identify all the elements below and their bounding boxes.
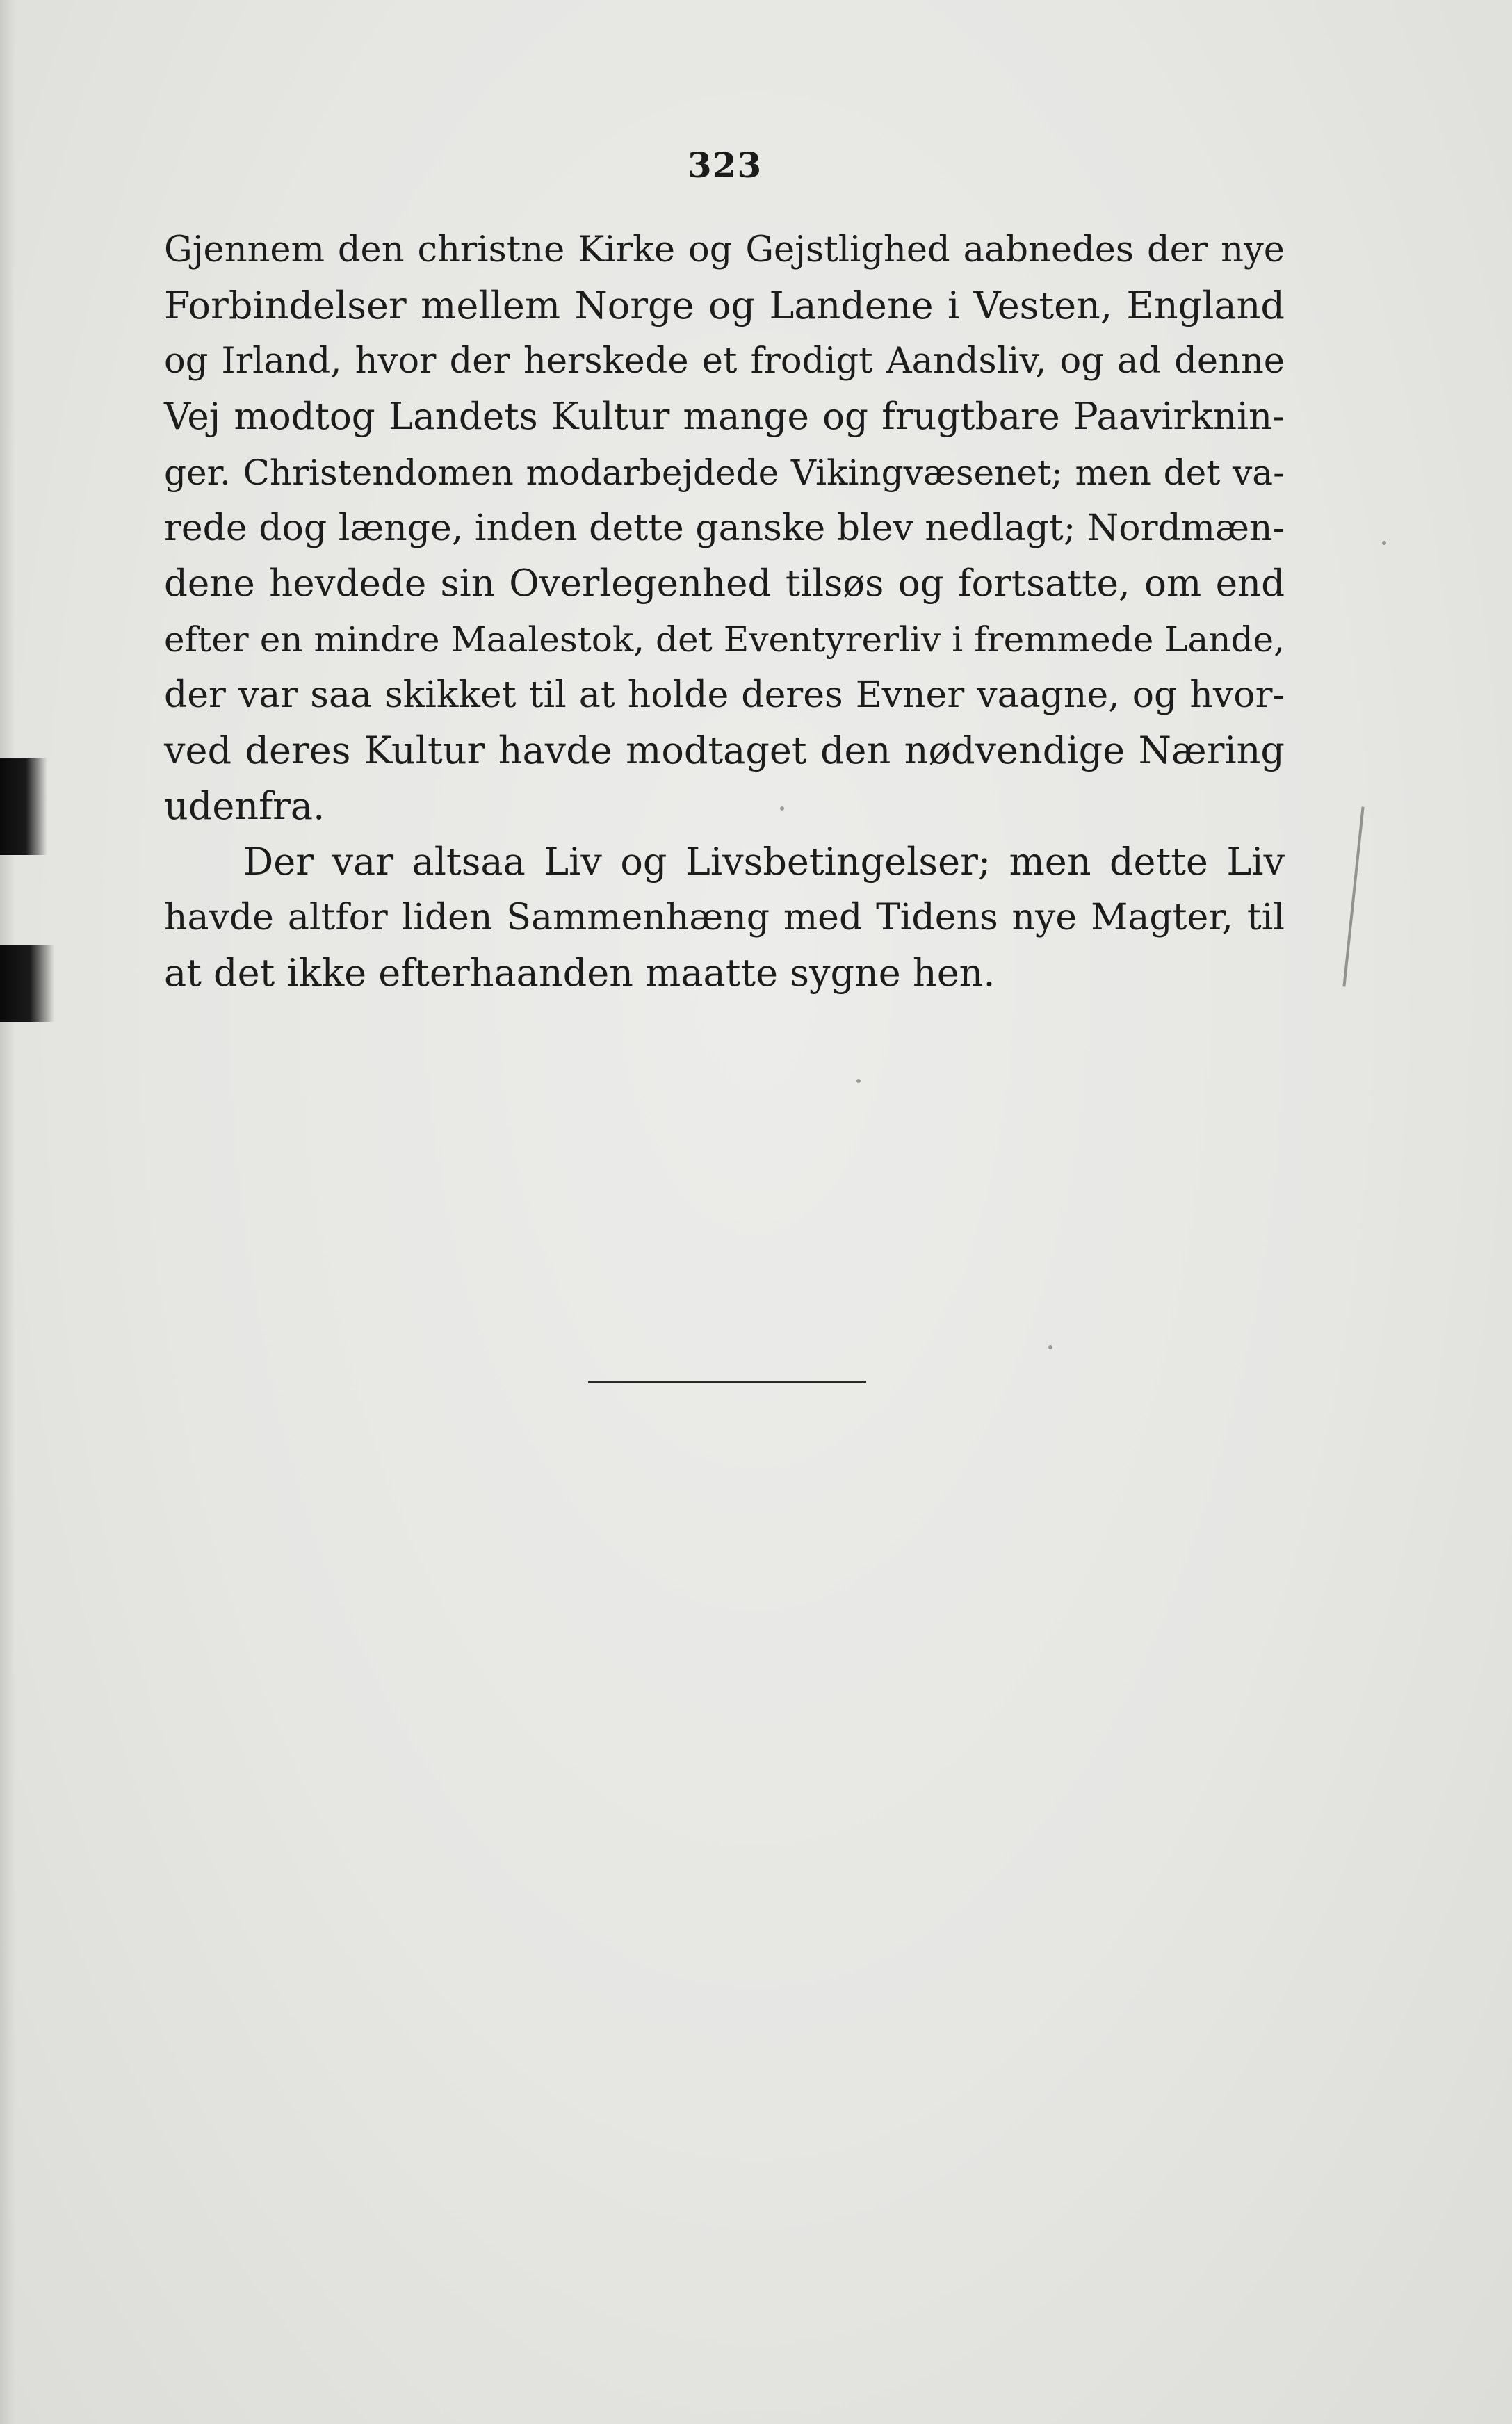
body-text: [164, 222, 1285, 1001]
page-number: 323: [687, 145, 763, 186]
text-line: rede dog længe, inden dette ganske blev nedlagt; Nordmæn-: [164, 507, 1285, 549]
text-line: Der var altsaa Liv og Livsbetingelser; men dette Liv: [243, 840, 1285, 884]
text-line: udenfra.: [164, 784, 325, 828]
text-line: ger. Christendomen modarbejdede Vikingvæsenet; men det va-: [164, 453, 1285, 493]
pencil-mark: [1342, 807, 1364, 987]
paper-speck: [1382, 541, 1386, 545]
text-line: der var saa skikket til at holde deres Evner vaagne, og hvor-: [164, 674, 1285, 716]
binding-mark-top: [0, 758, 47, 855]
text-line: dene hevdede sin Overlegenhed tilsøs og fortsatte, om end: [164, 562, 1285, 605]
paragraph-1: [164, 222, 1285, 834]
paper-speck: [780, 806, 784, 811]
text-line: Forbindelser mellem Norge og Landene i Vesten, England: [164, 284, 1285, 327]
text-line: efter en mindre Maalestok, det Eventyrerliv i fremmede Lande,: [164, 619, 1285, 660]
text-line: og Irland, hvor der herskede et frodigt Aandsliv, og ad denne: [164, 341, 1285, 382]
text-line: Gjennem den christne Kirke og Gejstlighed aabnedes der nye: [164, 229, 1285, 270]
paper-speck: [1048, 1345, 1052, 1349]
text-line: ved deres Kultur havde modtaget den nødvendige Næring: [164, 729, 1285, 772]
paper-speck: [856, 1079, 861, 1083]
section-end-rule: [588, 1381, 866, 1383]
text-line: at det ikke efterhaanden maatte sygne hen.: [164, 951, 995, 995]
spine-shadow: [0, 0, 15, 2424]
paragraph-2: [164, 834, 1285, 1001]
text-line: havde altfor liden Sammenhæng med Tidens nye Magter, til: [164, 897, 1285, 938]
text-line: Vej modtog Landets Kultur mange og frugtbare Paavirknin-: [164, 396, 1285, 438]
binding-mark-bottom: [0, 945, 54, 1022]
